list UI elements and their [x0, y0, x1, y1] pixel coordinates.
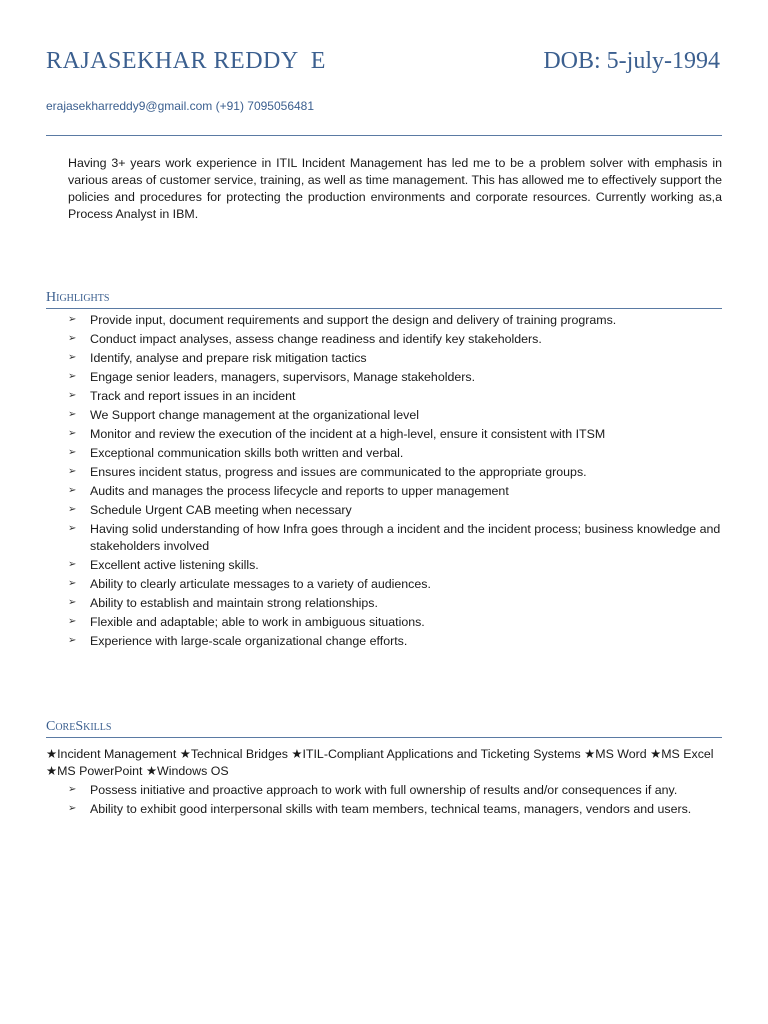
candidate-name: RAJASEKHAR REDDY E	[46, 48, 326, 74]
list-item	[68, 388, 722, 405]
list-item-text: Possess initiative and proactive approach to work with full ownership of results and/or consequences if any.	[90, 783, 678, 797]
list-item	[68, 350, 722, 367]
list-item-text: Track and report issues in an incident	[90, 389, 296, 403]
list-item-text: We Support change management at the organizational level	[90, 408, 420, 422]
arrow-bullet-icon: ➢	[68, 447, 77, 458]
list-item-text: Audits and manages the process lifecycle and reports to upper management	[90, 484, 509, 498]
arrow-bullet-icon: ➢	[68, 409, 77, 420]
list-item-text: Provide input, document requirements and support the design and delivery of training programs.	[90, 313, 617, 327]
list-item-text: Having solid understanding of how Infra goes through a incident and the incident process; business knowledge and stakeholders involved	[90, 522, 721, 553]
list-item-text: Ability to establish and maintain strong relationships.	[90, 595, 378, 610]
list-item	[68, 557, 722, 574]
list-item	[68, 445, 722, 462]
list-item	[68, 782, 722, 799]
list-item-text: Ability to exhibit good interpersonal skills with team members, technical teams, managers, vendors and users.	[90, 802, 692, 816]
arrow-bullet-icon: ➢	[68, 558, 77, 570]
list-item-text: Monitor and review the execution of the incident at a high-level, ensure it consistent with ITSM	[90, 427, 606, 441]
list-item-text: Ensures incident status, progress and issues are communicated to the appropriate groups.	[90, 465, 587, 479]
list-item	[68, 521, 722, 554]
list-item	[68, 633, 722, 650]
list-item	[68, 426, 722, 443]
list-item-text: Conduct impact analyses, assess change readiness and identify key stakeholders.	[90, 332, 542, 346]
list-item-text: Schedule Urgent CAB meeting when necessary	[90, 503, 352, 517]
arrow-bullet-icon: ➢	[68, 371, 77, 382]
list-item-text: Engage senior leaders, managers, supervisors, Manage stakeholders.	[90, 370, 476, 384]
list-item-text: Ability to clearly articulate messages to a variety of audiences.	[90, 576, 431, 591]
arrow-bullet-icon: ➢	[68, 577, 77, 589]
arrow-bullet-icon: ➢	[68, 615, 77, 627]
list-item	[68, 483, 722, 500]
list-item-text: Flexible and adaptable; able to work in ambiguous situations.	[90, 614, 425, 629]
highlights-heading: Highlights	[46, 289, 722, 309]
date-of-birth: DOB: 5-july-1994	[543, 48, 720, 74]
list-item-text: Excellent active listening skills.	[90, 557, 259, 572]
header-divider	[46, 135, 722, 136]
highlights-list	[68, 312, 722, 652]
list-item-text: Identify, analyse and prepare risk mitigation tactics	[90, 351, 367, 365]
arrow-bullet-icon: ➢	[68, 485, 77, 496]
profile-summary: Having 3+ years work experience in ITIL Incident Management has led me to be a problem solver with emphasis in various areas of customer service, training, as well as time management. This has allowed me to effectively support the policies and procedures for protecting the production environments and corporate resources. Currently working as,a Process Analyst in IBM.	[68, 156, 722, 221]
arrow-bullet-icon: ➢	[68, 466, 77, 477]
arrow-bullet-icon: ➢	[68, 634, 77, 646]
list-item	[68, 407, 722, 424]
arrow-bullet-icon: ➢	[68, 314, 77, 325]
list-item	[68, 801, 722, 818]
list-item	[68, 312, 722, 329]
list-item-text: Exceptional communication skills both written and verbal.	[90, 446, 404, 460]
list-item	[68, 464, 722, 481]
core-skills-line: ★Incident Management ★Technical Bridges ★ITIL-Compliant Applications and Ticketing Systems ★MS Word ★MS Excel ★MS PowerPoint ★Windows OS	[46, 747, 714, 778]
list-item-text: Experience with large-scale organizational change efforts.	[90, 633, 408, 648]
list-item	[68, 369, 722, 386]
core-skills-heading: CoreSkills	[46, 718, 722, 738]
core-skills-list	[68, 782, 722, 820]
arrow-bullet-icon: ➢	[68, 784, 77, 795]
list-item	[68, 614, 722, 631]
arrow-bullet-icon: ➢	[68, 352, 77, 363]
arrow-bullet-icon: ➢	[68, 390, 77, 401]
arrow-bullet-icon: ➢	[68, 333, 77, 344]
list-item	[68, 331, 722, 348]
list-item	[68, 595, 722, 612]
arrow-bullet-icon: ➢	[68, 596, 77, 608]
list-item	[68, 502, 722, 519]
arrow-bullet-icon: ➢	[68, 523, 77, 534]
list-item	[68, 576, 722, 593]
arrow-bullet-icon: ➢	[68, 803, 77, 814]
arrow-bullet-icon: ➢	[68, 428, 77, 439]
contact-info: erajasekharreddy9@gmail.com (+91) 7095056481	[46, 99, 315, 113]
arrow-bullet-icon: ➢	[68, 504, 77, 515]
